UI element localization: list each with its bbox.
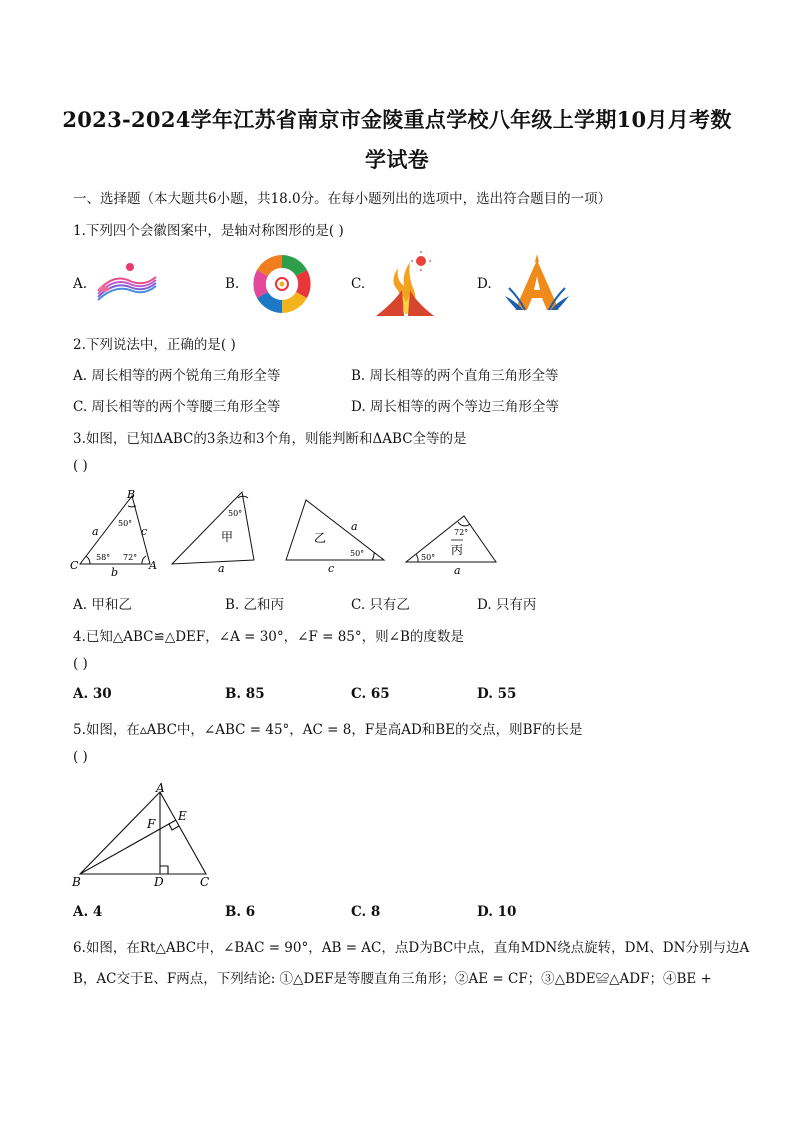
label-a: A [149, 559, 157, 572]
side-b: b [111, 566, 119, 579]
q3-figure [66, 484, 506, 580]
angle-c: 58° [96, 553, 111, 562]
q2-option-a: A. 周长相等的两个锐角三角形全等 [73, 368, 281, 384]
q1-stem: 1.下列四个会徽图案中，是轴对称图形的是( ) [73, 223, 344, 239]
q5-option-d: D. 10 [477, 904, 517, 920]
q1-option-a-label: A. [73, 276, 88, 292]
letter-a-tower-emblem-icon [503, 252, 571, 314]
q5-stem: 5.如图，在▵ABC中，∠ABC = 45°，AC = 8，F是高AD和BE的交点，则BF的长是 [73, 722, 583, 738]
q5-figure [68, 778, 218, 892]
angle-a: 72° [123, 553, 138, 562]
yi-angle: 50° [350, 549, 365, 558]
label-f: F [147, 817, 156, 831]
q4-answer-paren: ( ) [73, 656, 88, 672]
bing-angle-72: 72° [454, 528, 469, 537]
q3-option-a: A. 甲和乙 [73, 597, 132, 613]
q3-stem: 3.如图，已知ΔABC的3条边和3个角，则能判断和ΔABC全等的是 [73, 431, 467, 447]
label-d: D [154, 875, 164, 889]
jia-label: 甲 [221, 530, 234, 544]
label-c: C [70, 559, 79, 572]
q5-option-c: C. 8 [351, 904, 381, 920]
jia-angle: 50° [228, 509, 243, 518]
label-b: B [72, 875, 81, 889]
q3-option-b: B. 乙和丙 [225, 597, 285, 613]
q4-option-d: D. 55 [477, 686, 517, 702]
q4-option-a: A. 30 [73, 686, 112, 702]
q1-option-b-label: B. [225, 276, 240, 292]
triangle-jia [172, 492, 254, 564]
q4-option-b: B. 85 [225, 686, 265, 702]
yi-label: 乙 [314, 531, 327, 545]
q4-stem: 4.已知△ABC≌△DEF，∠A = 30°，∠F = 85°，则∠B的度数是 [73, 629, 464, 645]
q2-option-b: B. 周长相等的两个直角三角形全等 [351, 368, 559, 384]
side-a: a [92, 525, 99, 538]
angle-b: 50° [118, 519, 133, 528]
triangle-yi [286, 500, 384, 560]
q1-option-c-label: C. [351, 276, 366, 292]
q2-option-d: D. 周长相等的两个等边三角形全等 [351, 399, 559, 415]
wave-rainbow-emblem-icon [94, 259, 160, 303]
colorful-ring-emblem-icon [251, 253, 313, 315]
flame-torch-emblem-icon [372, 250, 438, 318]
bing-side: a [454, 564, 461, 577]
q5-answer-paren: ( ) [73, 749, 88, 765]
jia-side: a [218, 562, 225, 575]
q2-option-c: C. 周长相等的两个等腰三角形全等 [73, 399, 281, 415]
section-heading: 一、选择题（本大题共6小题，共18.0分。在每小题列出的选项中，选出符合题目的一项） [73, 191, 612, 207]
bing-angle-50: 50° [421, 553, 436, 562]
q6-stem-line1: 6.如图，在Rt△ABC中，∠BAC = 90°，AB = AC，点D为BC中点，直角MDN绕点旋转，DM、DN分别与边A [73, 940, 750, 956]
label-b: B [127, 488, 136, 501]
label-c: C [200, 875, 210, 889]
q2-stem: 2.下列说法中，正确的是( ) [73, 337, 236, 353]
q5-option-a: A. 4 [73, 904, 103, 920]
q3-answer-paren: ( ) [73, 458, 88, 474]
label-a: A [156, 781, 165, 795]
label-e: E [178, 809, 187, 823]
bing-label: 丙 [451, 543, 464, 557]
yi-side-c: c [328, 562, 335, 575]
triangle-abc [80, 496, 150, 564]
q5-option-b: B. 6 [225, 904, 256, 920]
q3-option-d: D. 只有丙 [477, 597, 537, 613]
q1-option-d-label: D. [477, 276, 492, 292]
exam-title-line1: 2023-2024学年江苏省南京市金陵重点学校八年级上学期10月月考数 [62, 107, 732, 132]
yi-side-a: a [351, 520, 358, 533]
side-c: c [141, 525, 148, 538]
exam-title-line2: 学试卷 [365, 147, 429, 172]
q6-stem-line2: B，AC交于E、F两点，下列结论: ①△DEF是等腰直角三角形；②AE = CF；③△BDE≌△ADF；④BE + [73, 971, 712, 987]
q4-option-c: C. 65 [351, 686, 390, 702]
q3-option-c: C. 只有乙 [351, 597, 410, 613]
